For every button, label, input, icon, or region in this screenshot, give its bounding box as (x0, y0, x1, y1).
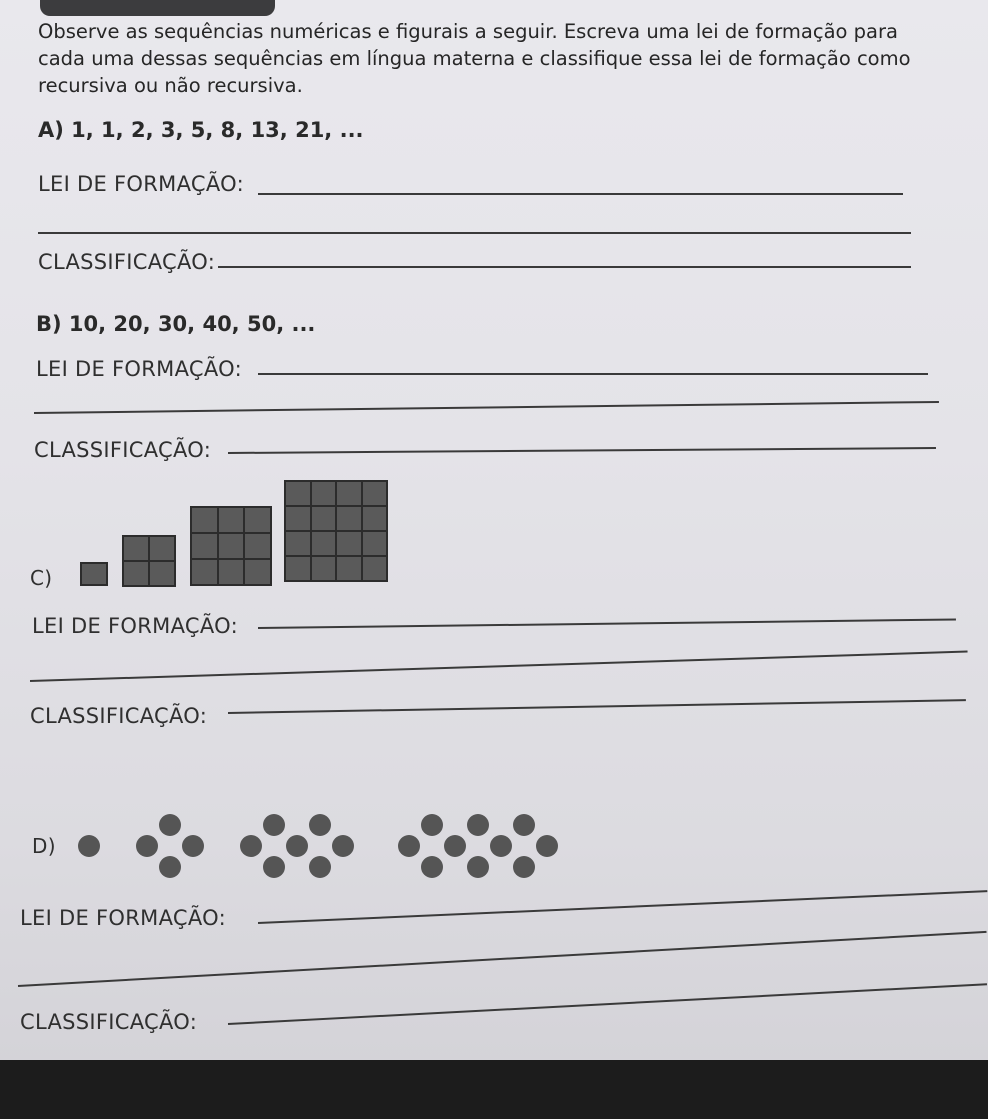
page-edge-shadow (40, 0, 275, 16)
sequence-d: D) (32, 834, 56, 858)
figure-d-circle (240, 835, 262, 857)
answer-line-law-c-2[interactable] (30, 651, 968, 682)
law-label-d: LEI DE FORMAÇÃO: (20, 906, 226, 930)
answer-line-law-a-2[interactable] (38, 232, 911, 234)
figure-d-circle (159, 856, 181, 878)
figure-c-square-3 (190, 506, 272, 586)
answer-line-class-a[interactable] (218, 266, 911, 268)
answer-line-law-c[interactable] (258, 618, 956, 628)
class-label-c: CLASSIFICAÇÃO: (30, 704, 208, 728)
figure-d-circle (513, 856, 535, 878)
figure-c-square-2 (122, 535, 176, 587)
figure-c-square-1 (80, 562, 108, 586)
answer-line-class-b[interactable] (228, 447, 936, 454)
figure-d-circle (421, 856, 443, 878)
figure-d-circle (467, 856, 489, 878)
law-label-b: LEI DE FORMAÇÃO: (36, 357, 242, 381)
sequence-b: B) 10, 20, 30, 40, 50, ... (36, 312, 316, 336)
figure-d-circle (286, 835, 308, 857)
law-label-a: LEI DE FORMAÇÃO: (38, 172, 244, 196)
answer-line-law-a[interactable] (258, 193, 903, 195)
figure-d-circle (332, 835, 354, 857)
class-label-b: CLASSIFICAÇÃO: (34, 438, 212, 462)
class-label-a: CLASSIFICAÇÃO: (38, 250, 216, 274)
answer-line-class-d[interactable] (228, 983, 987, 1024)
class-label-d: CLASSIFICAÇÃO: (20, 1010, 198, 1034)
figure-d-circle (467, 814, 489, 836)
instructions-text: Observe as sequências numéricas e figurais a seguir. Escreva uma lei de formação para cada uma dessas sequências em língua materna e classifique essa lei de formação como recursiva ou não recursiva. (38, 20, 911, 97)
figure-d-circle (263, 814, 285, 836)
figure-d-circle (309, 856, 331, 878)
answer-line-law-b-2[interactable] (34, 401, 939, 414)
figure-d-circle (136, 835, 158, 857)
figure-d-circle (513, 814, 535, 836)
sequence-a: A) 1, 1, 2, 3, 5, 8, 13, 21, ... (38, 118, 364, 142)
answer-line-law-d-2[interactable] (18, 931, 987, 987)
answer-line-class-c[interactable] (228, 699, 966, 713)
figure-d-circle (263, 856, 285, 878)
figure-d-circle (421, 814, 443, 836)
figure-d-circle (309, 814, 331, 836)
figure-d-circle (398, 835, 420, 857)
figure-d-circle (536, 835, 558, 857)
background-shadow (0, 1060, 988, 1119)
answer-line-law-d[interactable] (258, 890, 987, 923)
figure-d-circle (444, 835, 466, 857)
law-label-c: LEI DE FORMAÇÃO: (32, 614, 238, 638)
sequence-c: C) (30, 566, 53, 590)
figure-d-circle (490, 835, 512, 857)
answer-line-law-b[interactable] (258, 373, 928, 375)
figure-d-circle (182, 835, 204, 857)
figure-d-circle (78, 835, 100, 857)
figure-d-circle (159, 814, 181, 836)
figure-c-square-4 (284, 480, 388, 582)
